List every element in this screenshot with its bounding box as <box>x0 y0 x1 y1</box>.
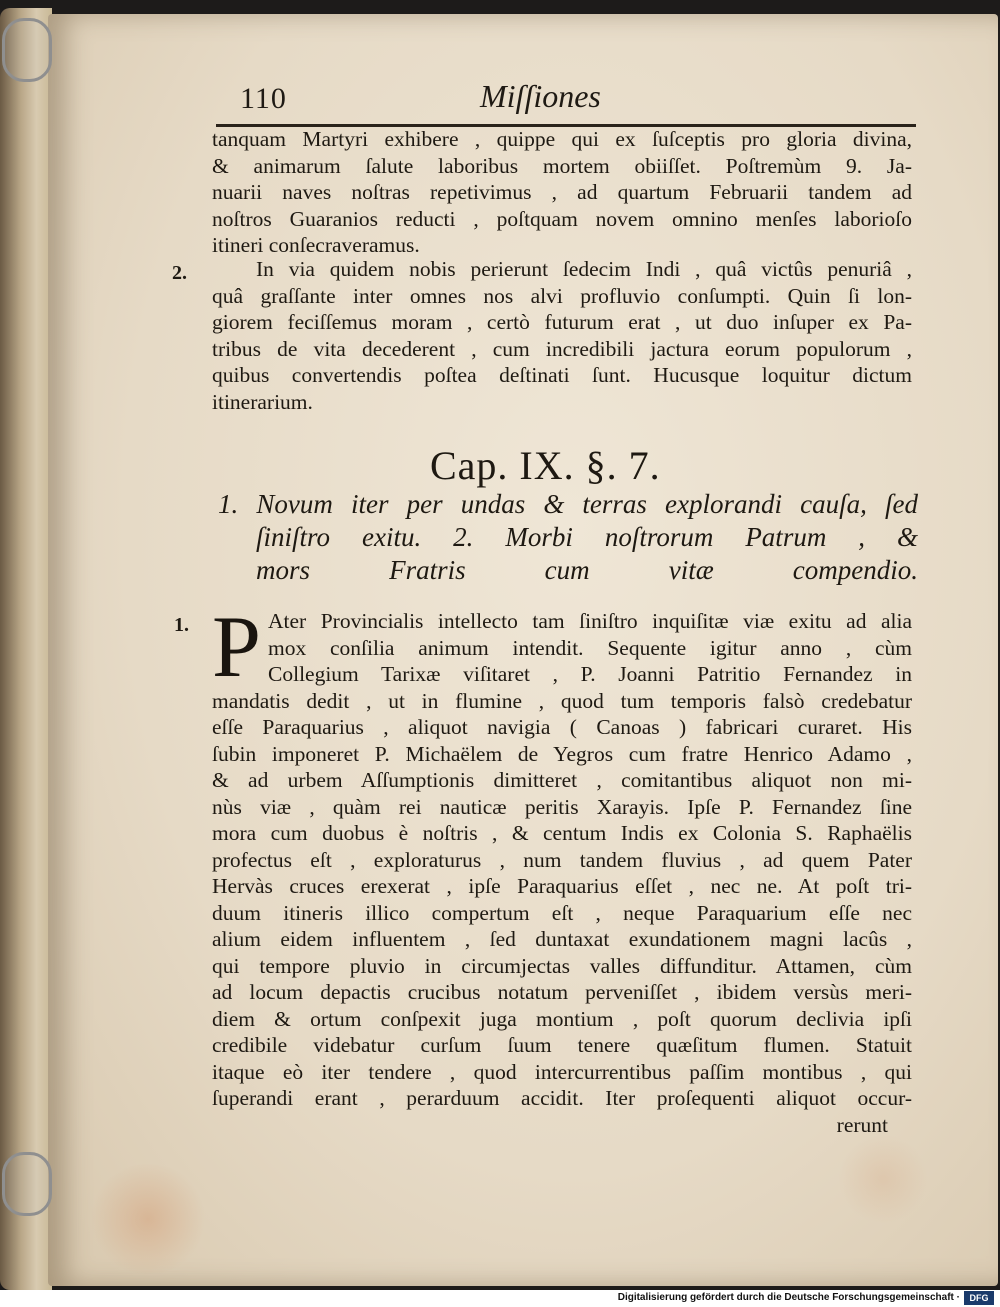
text-line: nuarii naves noſtras repetivimus , ad quartum Februarii tandem ad <box>212 180 912 204</box>
summary-line: mors Fratris cum vitæ compendio. <box>256 555 918 585</box>
text-line: itineri conſecraveramus. <box>212 233 420 257</box>
text-line: ſubin imponeret P. Michaëlem de Yegros cum fratre Henrico Adamo , <box>212 741 912 766</box>
footer-credit: Digitalisierung gefördert durch die Deutsche Forschungsgemeinschaft · <box>617 1292 960 1303</box>
summary-line: ſiniſtro exitu. 2. Morbi noſtrorum Patrum , & <box>256 522 918 552</box>
chapter-heading: Cap. IX. §. 7. <box>430 443 661 488</box>
text-line: nùs viæ , quàm rei nauticæ peritis Xarayis. Ipſe P. Fernandez ſine <box>212 794 912 819</box>
text-line: ad locum depactis crucibus notatum perveniſſet , ibidem versùs meri- <box>212 980 912 1004</box>
text-line: giorem feciſſemus moram , certò futurum erat , ut duo inſuper ex Pa- <box>212 310 912 334</box>
chapter-summary <box>218 488 918 587</box>
book-clip-icon <box>2 1152 52 1216</box>
text-line: eſſe Paraquarius , aliquot navigia ( Canoas ) fabricari curaret. His <box>212 715 912 739</box>
text-line: quibus convertendis poſtea deſtinati ſunt. Hucusque loquitur dictum <box>212 363 912 387</box>
text-line: Collegium Tarixæ viſitaret , P. Joanni Patritio Fernandez in <box>268 662 912 686</box>
page-header <box>210 78 912 128</box>
text-line: Ater Provincialis intellecto tam ſiniſtro inquiſitæ viæ exitu ad alia <box>268 609 912 633</box>
text-line: qui tempore pluvio in circumjectas valles diffunditur. Attamen, cùm <box>212 953 912 978</box>
page-number: 110 <box>240 82 287 115</box>
text-line: ſuperandi erant , perarduum accidit. Iter proſequenti aliquot occur- <box>212 1086 912 1110</box>
dfg-logo: DFG <box>964 1291 994 1305</box>
text-line: & ad urbem Aſſumptionis dimitteret , comitantibus aliquot non mi- <box>212 768 912 792</box>
paragraph-two <box>212 256 912 415</box>
book-edge <box>0 8 52 1290</box>
text-line: alium eidem influentem , ſed duntaxat exundationem magni lacûs , <box>212 927 912 951</box>
text-line: tribus de vita decederent , cum incredibili jactura eorum populorum , <box>212 336 912 361</box>
text-line: mox conſilia animum intendit. Sequente igitur anno , cùm <box>268 635 912 660</box>
paper-stain <box>838 1134 928 1224</box>
text-line: noſtros Guaranios reducti , poſtquam novem omnino menſes laborioſo <box>212 206 912 231</box>
summary-line: 1. Novum iter per undas & terras explorandi cauſa, ſed <box>218 489 918 519</box>
text-line: diem & ortum conſpexit juga montium , poſt quorum declivia ipſi <box>212 1006 912 1031</box>
text-line: itaque eò iter tendere , quod intercurrentibus paſſim montibus , qui <box>212 1059 912 1084</box>
text-line: itinerarium. <box>212 389 313 414</box>
paragraph-main <box>212 608 912 1138</box>
paper-stain <box>88 1164 208 1274</box>
text-line: In via quidem nobis perierunt ſedecim Indi , quâ victûs penuriâ , <box>256 257 912 281</box>
text-line: quâ graſſante inter omnes nos alvi profluvio conſumpti. Quin ſi lon- <box>212 283 912 308</box>
paragraph-continued <box>212 126 912 259</box>
running-title: Miſſiones <box>480 78 601 114</box>
text-line: tanquam Martyri exhibere , quippe qui ex ſuſceptis pro gloria divina, <box>212 127 912 151</box>
catchword: rerunt <box>836 1112 888 1137</box>
paragraph-number: 2. <box>172 262 187 284</box>
paragraph-number: 1. <box>174 614 189 636</box>
text-line: credibile videbatur curſum ſuum tenere quæſitum flumen. Statuit <box>212 1033 912 1057</box>
text-line: Hervàs cruces erexerat , ipſe Paraquarius eſſet , nec ne. At poſt tri- <box>212 874 912 898</box>
text-line: duum itineris illico compertum eſt , neque Paraquarium eſſe nec <box>212 900 912 925</box>
drop-cap: P <box>212 599 261 696</box>
book-clip-icon <box>2 18 52 82</box>
text-line: profectus eſt , exploraturus , num tandem fluvius , ad quem Pater <box>212 847 912 872</box>
text-line: mandatis dedit , ut in flumine , quod tum temporis falsò credebatur <box>212 688 912 713</box>
text-line: & animarum ſalute laboribus mortem obiiſſet. Poſtremùm 9. Ja- <box>212 153 912 178</box>
text-line: mora cum duobus è noſtris , & centum Indis ex Colonia S. Raphaëlis <box>212 821 912 845</box>
